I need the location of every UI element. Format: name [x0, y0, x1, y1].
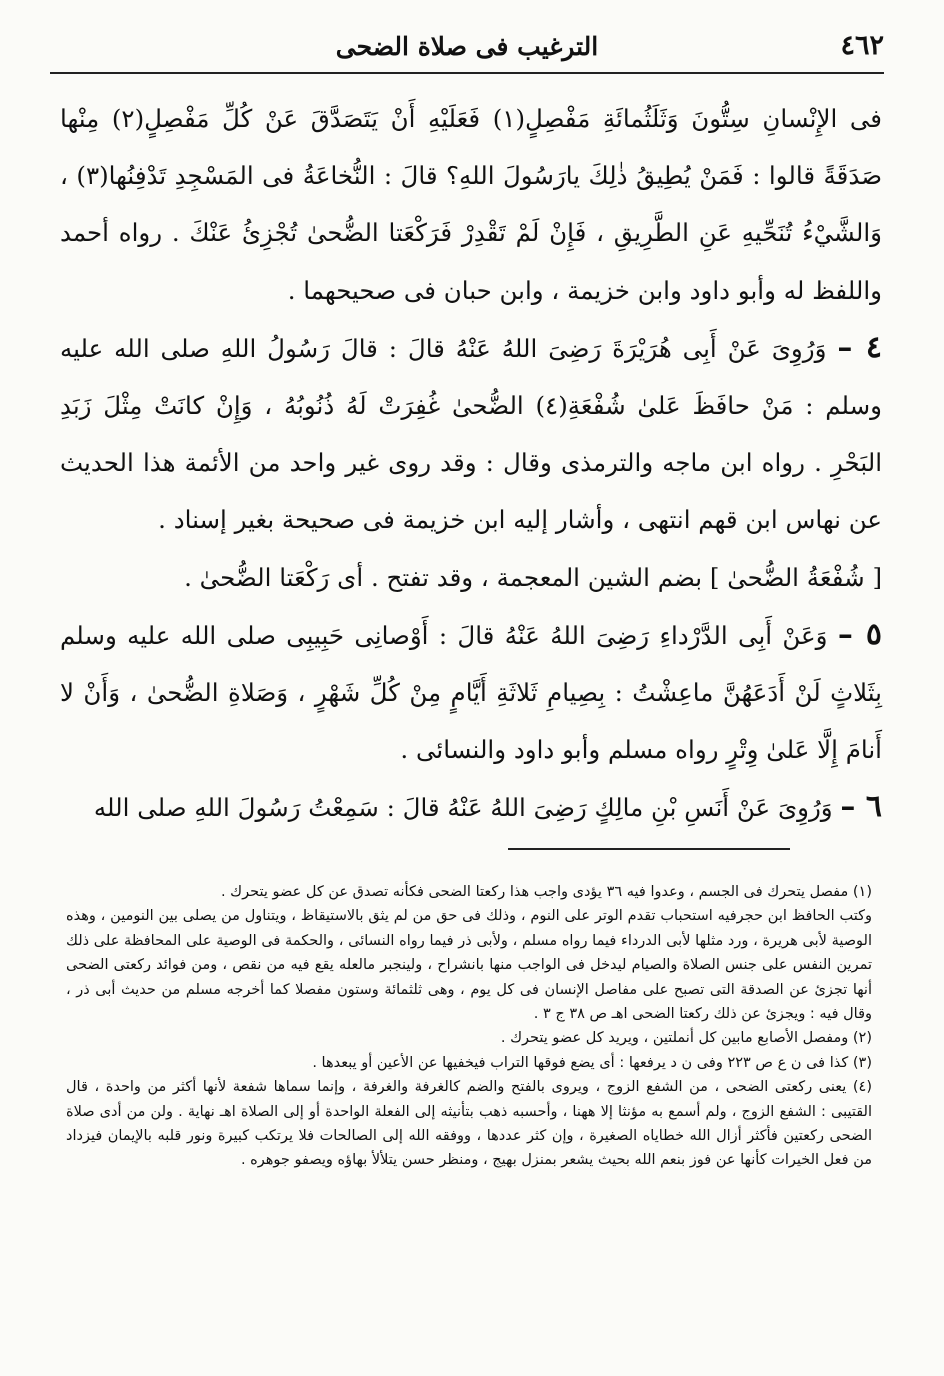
footnote-1-commentary: وكتب الحافظ ابن حجرفيه استحباب تقدم الوتر على النوم ، وذلك فى حق من لم يثق بالاستيقاظ ، ويتناول من يصلى بين النومين ، وهذه الوصية لأبى هريرة ، ورد مثلها لأبى الدرداء فيما رواه مسلم ، ولأبى ذر فيما رواه النسائى ، والحكمة فى الوصية على المحافظة على ذلك تمرين النفس على جنس الصلاة والصيام ليدخل فى الواجب منها بانشراح ، ولينجبر مالعله يقع فيه من نقص ، ومن فوائد ركعتى الضحى أنها تجزئ عن الصدقة التى تصبح على مفاصل الإنسان فى كل يوم ، وهى ثلثمائة وستون مفصلا كما أخرجه مسلم من حديث أبى ذر ، وقال فيه : ويجزئ عن ذلك ركعتا الضحى اهـ ص ٣٨ ج ٣ . [66, 908, 872, 1023]
gloss-line: [ شُفْعَةُ الضُّحىٰ ] بضم الشين المعجمة ، وقد تفتح . أى رَكْعَتا الضُّحىٰ . [184, 562, 882, 592]
running-title: الترغيب فى صلاة الضحى [335, 32, 599, 61]
footnote-divider [508, 848, 790, 850]
footnote-3: (٣) كذا فى ن ع ص ٢٢٣ وفى ن د يرفعها : أى يضع فوقها التراب فيخفيها عن الأعين أو يبعدها . [312, 1054, 872, 1071]
paragraph-hadith-5 [60, 606, 882, 779]
hadith-number-4: ٤ – [837, 329, 882, 365]
hadith-number-5: ٥ – [837, 616, 882, 652]
hadith-4-text: وَرُوِىَ عَنْ أَبِى هُرَيْرَةَ رَضِىَ اللهُ عَنْهُ قالَ : قالَ رَسُولُ اللهِ صلى الله عليه وسلم : مَنْ حافَظَ عَلىٰ شُفْعَةِ(٤) الضُّحىٰ غُفِرَتْ لَهُ ذُنُوبُهُ ، وَإِنْ كانَتْ مِثْلَ زَبَدِ البَحْرِ . رواه ابن ماجه والترمذى وقال : وقد روى غير واحد من الأئمة هذا الحديث عن نهاس ابن قهم انتهى ، وأشار إليه ابن خزيمة فى صحيحة بغير إسناد . [60, 333, 883, 535]
footnote-1: (١) مفصل يتحرك فى الجسم ، وعدوا فيه ٣٦ يؤدى واجب هذا ركعتا الضحى فكأنه تصدق عن كل عضو يتحرك . [220, 884, 872, 900]
hadith-5-text: وَعَنْ أَبِى الدَّرْداءِ رَضِىَ اللهُ عَنْهُ قالَ : أَوْصانِى حَبِيبِى صلى الله عليه وسلم بِثَلاثٍ لَنْ أَدَعَهُنَّ ماعِشْتُ : بِصِيامِ ثَلاثَةِ أَيَّامٍ مِنْ كُلِّ شَهْرٍ ، وَصَلاةِ الضُّحىٰ ، وَأَنْ لا أَنامَ إِلَّا عَلىٰ وِتْرٍ رواه مسلم وأبو داود والنسائى . [60, 620, 882, 765]
paragraph-hadith-6 [60, 778, 882, 836]
main-text [60, 90, 882, 837]
footnote-4: (٤) يعنى ركعتى الضحى ، من الشفع الزوج ، ويروى بالفتح والضم كالغرفة والغرفة ، وإنما سماها شفعة لأنها أكثر من واحدة ، قال القتيبى : الشفع الزوج ، ولم أسمع به مؤنثا إلا ههنا ، وأحسبه ذهب بتأنيثه إلى الفعلة الواحدة أو إلى الصلاة اهـ نهاية . ولن من أدى صلاة الضحى ركعتين فأكثر أزال الله خطاياه الصغيرة ، وإن كثر عددها ، ووفقه الله إلى الصالحات فلا يرتكب كبيرة ونور قلبه بالإيمان فيزداد من فعل الخيرات كأنها عن فوز بنعم الله بحيث يشعر بمنزل بهيج ، ومنظر حسن يتلألأ بهاؤه ويصفو جوهره . [66, 1079, 872, 1169]
hadith-number-6: ٦ – [840, 789, 882, 825]
paragraph-hadith-4 [60, 319, 882, 549]
page-header [50, 24, 884, 74]
footnote-2: (٢) ومفصل الأصابع مابين كل أنملتين ، ويريد كل عضو يتحرك . [500, 1030, 872, 1047]
hadith-6-text: وَرُوِىَ عَنْ أَنَسِ بْنِ مالِكٍ رَضِىَ اللهُ عَنْهُ قالَ : سَمِعْتُ رَسُولَ اللهِ صلى الله [93, 793, 833, 823]
page-number: ٤٦٢ [840, 30, 884, 61]
footnotes [66, 880, 872, 1173]
paragraph-hadith-3-end: فى الإِنْسانِ سِتُّونَ وَثَلَثُمائَةِ مَفْصِلٍ(١) فَعَلَيْهِ أَنْ يَتَصَدَّقَ عَنْ كُلِّ مَفْصِلٍ(٢) مِنْها صَدَقَةً قالوا : فَمَنْ يُطِيقُ ذٰلِكَ يارَسُولَ اللهِ؟ قالَ : النُّخاعَةُ فى المَسْجِدِ تَدْفِنُها(٣) ، وَالشَّيْءُ تُنَحِّيهِ عَنِ الطَّرِيقِ ، فَإِنْ لَمْ تَقْدِرْ فَرَكْعَتا الضُّحىٰ تُجْزِئُ عَنْكَ . رواه أحمد واللفظ له وأبو داود وابن خزيمة ، وابن حبان فى صحيحهما . [60, 104, 882, 305]
